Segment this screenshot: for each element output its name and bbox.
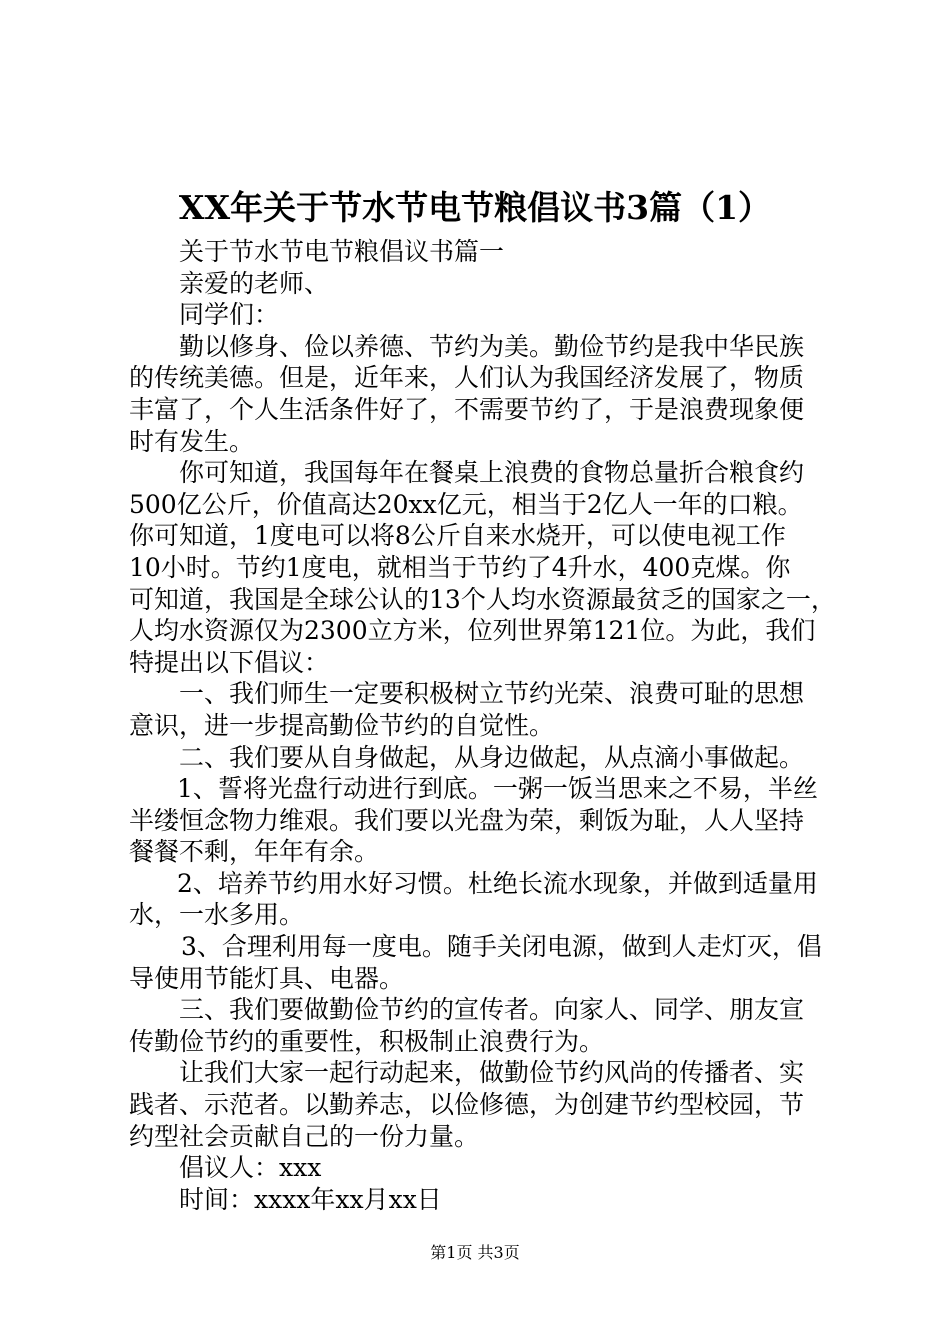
- body-line: 丰富了，个人生活条件好了，不需要节约了，于是浪费现象便: [129, 394, 805, 424]
- body-line: 践者、示范者。以勤养志，以俭修德，为创建节约型校园，节: [129, 1090, 805, 1120]
- body-line: 水，一水多用。: [129, 900, 305, 930]
- body-line: 500亿公斤，价值高达20xx亿元，相当于2亿人一年的口粮。: [129, 489, 803, 519]
- body-line: 可知道，我国是全球公认的13个人均水资源最贫乏的国家之一，: [129, 584, 836, 614]
- page-number-footer: 第1页 共3页: [430, 1243, 520, 1262]
- body-line: 你可知道，1度电可以将8公斤自来水烧开，可以使电视工作: [129, 521, 786, 551]
- body-line: 三、我们要做勤俭节约的宣传者。向家人、同学、朋友宣: [179, 995, 805, 1025]
- document-body: [129, 236, 836, 1215]
- body-line: 意识，进一步提高勤俭节约的自觉性。: [129, 710, 555, 740]
- body-line: 1、誓将光盘行动进行到底。一粥一饭当思来之不易，半丝: [177, 774, 818, 804]
- body-line: 人均水资源仅为2300立方米，位列世界第121位。为此，我们: [129, 616, 816, 646]
- body-line: 的传统美德。但是，近年来，人们认为我国经济发展了，物质: [129, 363, 805, 393]
- body-line: 传勤俭节约的重要性，积极制止浪费行为。: [129, 1026, 605, 1056]
- body-line: 你可知道，我国每年在餐桌上浪费的食物总量折合粮食约: [179, 458, 805, 488]
- body-line: 同学们：: [179, 300, 280, 330]
- body-line: 亲爱的老师、: [179, 268, 330, 298]
- body-line: 10小时。节约1度电，就相当于节约了4升水，400克煤。你: [129, 552, 791, 582]
- body-line: 2、培养节约用水好习惯。杜绝长流水现象，并做到适量用: [177, 868, 818, 898]
- body-line: 时有发生。: [129, 426, 255, 456]
- signature-line: 倡议人：xxx: [179, 1153, 322, 1183]
- body-line: 特提出以下倡议：: [129, 647, 330, 677]
- body-line: 约型社会贡献自己的一份力量。: [129, 1121, 480, 1151]
- body-line: 导使用节能灯具、电器。: [129, 963, 405, 993]
- body-line: 勤以修身、俭以养德、节约为美。勤俭节约是我中华民族: [179, 331, 805, 361]
- body-line: 餐餐不剩，年年有余。: [129, 837, 380, 867]
- body-line: 3、合理利用每一度电。随手关闭电源，做到人走灯灭，倡: [181, 932, 822, 962]
- body-line: 二、我们要从自身做起，从身边做起，从点滴小事做起。: [179, 742, 805, 772]
- document-title: XX年关于节水节电节粮倡议书3篇（1）: [178, 188, 772, 227]
- body-line: 半缕恒念物力维艰。我们要以光盘为荣，剩饭为耻，人人坚持: [129, 805, 805, 835]
- body-line: 一、我们师生一定要积极树立节约光荣、浪费可耻的思想: [179, 679, 805, 709]
- body-line: 让我们大家一起行动起来，做勤俭节约风尚的传播者、实: [179, 1058, 805, 1088]
- date-line: 时间：xxxx年xx月xx日: [179, 1184, 442, 1214]
- body-line: 关于节水节电节粮倡议书篇一: [179, 237, 505, 266]
